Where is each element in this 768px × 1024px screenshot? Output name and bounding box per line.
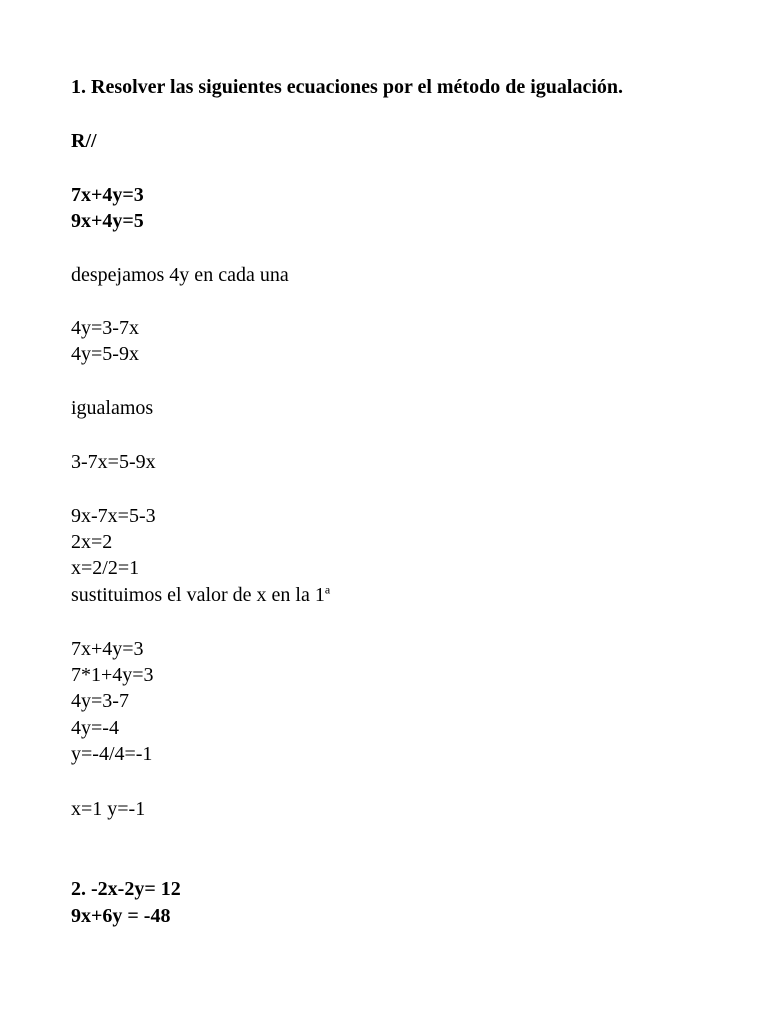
step-substitute-label: sustituimos el valor de x en la 1 [71, 584, 325, 606]
solve-y-line-5: y=-4/4=-1 [71, 743, 153, 765]
step-equate-text: igualamos [71, 397, 154, 419]
system1-equation-1: 7x+4y=3 [71, 184, 144, 206]
step-isolate-text: despejamos 4y en cada una [71, 264, 289, 286]
system2-equation-2: 9x+6y = -48 [71, 905, 171, 927]
equated-equation: 3-7x=5-9x [71, 451, 156, 473]
solve-y-line-3: 4y=3-7 [71, 690, 129, 712]
exercise-heading: 1. Resolver las siguientes ecuaciones por el método de igualación. [71, 76, 624, 98]
solve-y-line-4: 4y=-4 [71, 717, 119, 739]
result-text: x=1 y=-1 [71, 798, 146, 820]
solve-x-line-3: x=2/2=1 [71, 557, 140, 579]
isolated-equation-2: 4y=5-9x [71, 343, 139, 365]
solve-x-line-1: 9x-7x=5-3 [71, 505, 156, 527]
system1-equation-2: 9x+4y=5 [71, 210, 144, 232]
solve-y-line-1: 7x+4y=3 [71, 638, 144, 660]
solve-y-line-2: 7*1+4y=3 [71, 664, 154, 686]
isolated-equation-1: 4y=3-7x [71, 317, 139, 339]
step-substitute-text [71, 582, 330, 608]
system2-equation-1: 2. -2x-2y= 12 [71, 878, 181, 900]
solve-x-line-2: 2x=2 [71, 531, 113, 553]
ordinal-superscript: a [324, 582, 331, 597]
answer-marker: R// [71, 130, 97, 152]
